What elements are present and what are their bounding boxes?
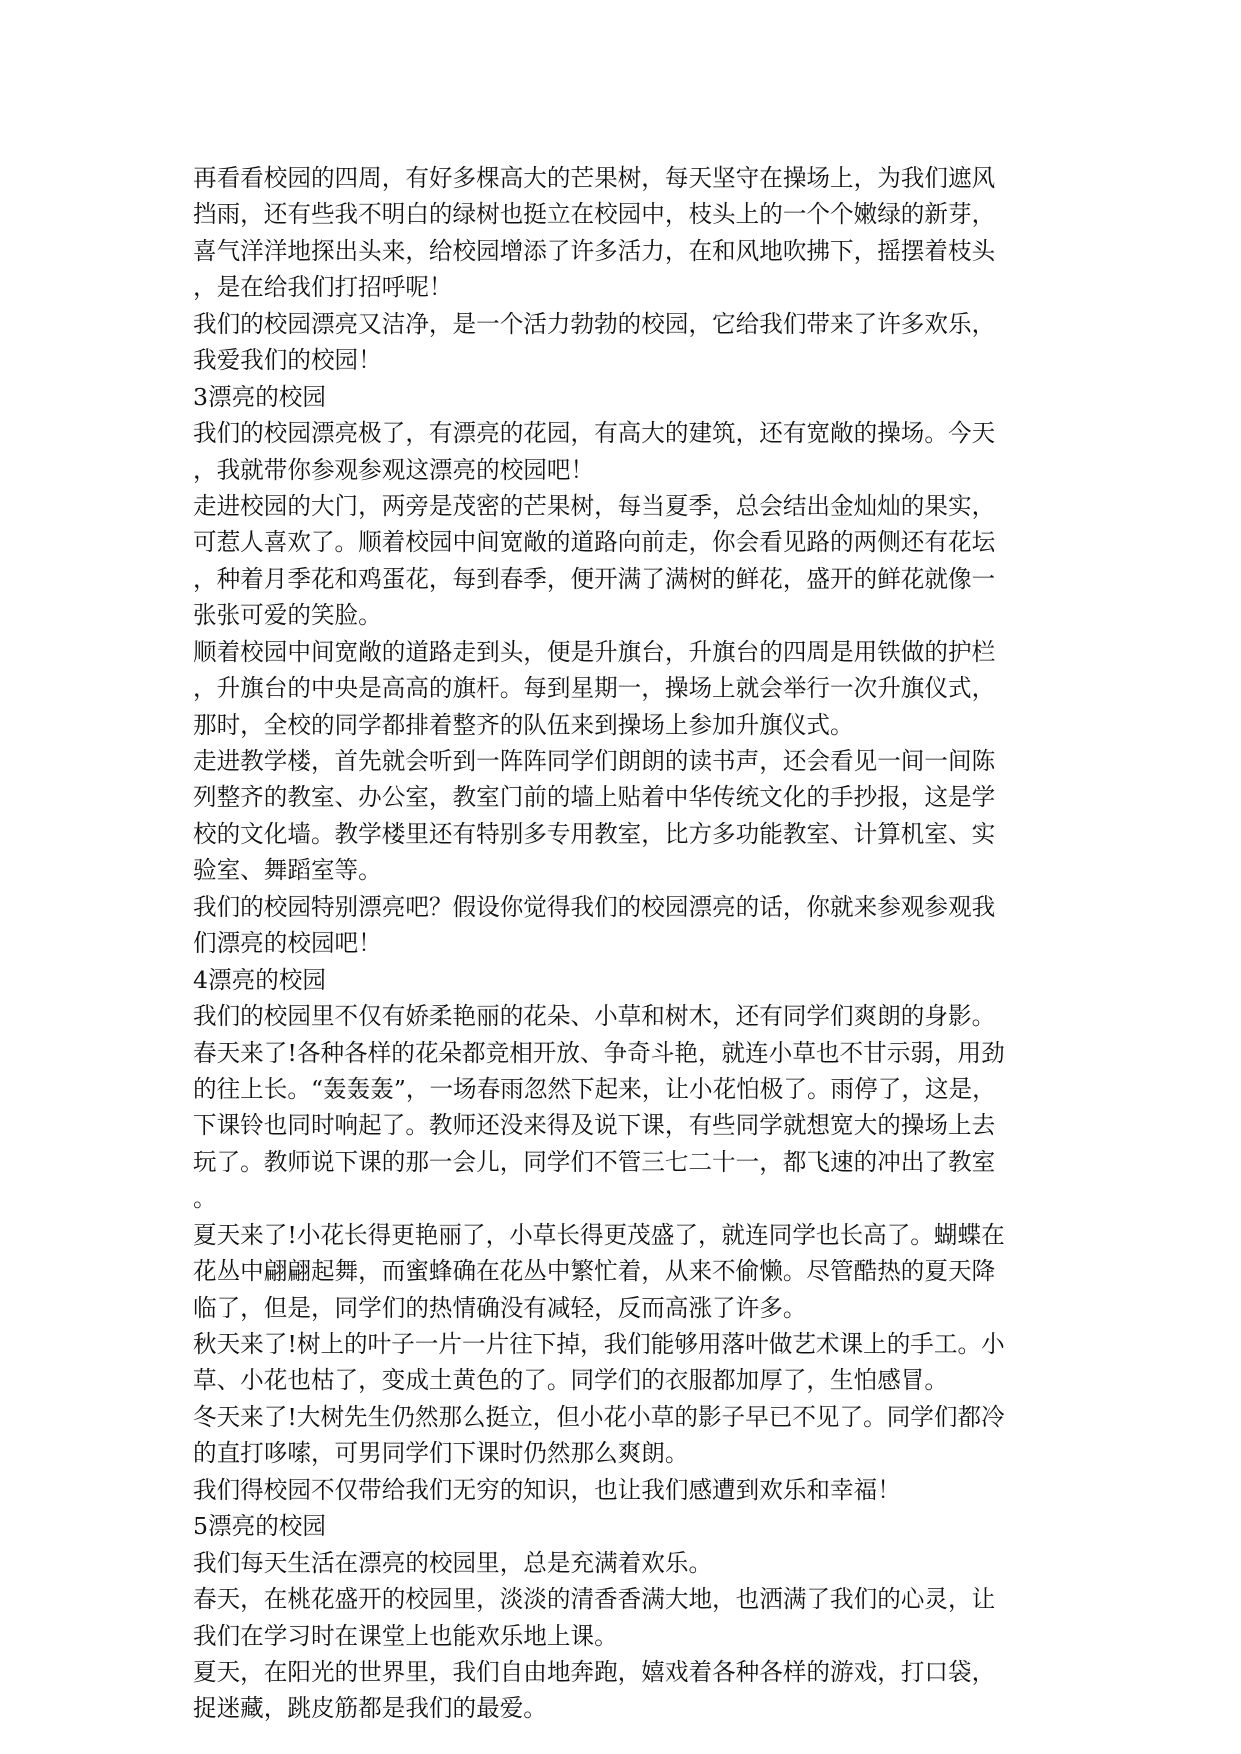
- text-line: 我们的校园特别漂亮吧？假设你觉得我们的校园漂亮的话，你就来参观参观我: [193, 892, 996, 921]
- text-line: 玩了。教师说下课的那一会儿，同学们不管三七二十一，都飞速的冲出了教室: [193, 1147, 996, 1176]
- text-line: 我们每天生活在漂亮的校园里，总是充满着欢乐。: [193, 1548, 713, 1577]
- text-line: ，是在给我们打招呼呢！: [193, 273, 453, 302]
- text-line: 草、小花也枯了，变成土黄色的了。同学们的衣服都加厚了，生怕感冒。: [193, 1366, 948, 1395]
- text-line: 验室、舞蹈室等。: [193, 856, 382, 885]
- text-line: 5漂亮的校园: [193, 1512, 326, 1541]
- text-line: 我们的校园里不仅有娇柔艳丽的花朵、小草和树木，还有同学们爽朗的身影。: [193, 1002, 996, 1031]
- text-line: 可惹人喜欢了。顺着校园中间宽敞的道路向前走，你会看见路的两侧还有花坛: [193, 528, 996, 557]
- text-line: 列整齐的教室、办公室，教室门前的墙上贴着中华传统文化的手抄报，这是学: [193, 783, 996, 812]
- text-line: 我们的校园漂亮又洁净，是一个活力勃勃的校园，它给我们带来了许多欢乐，: [193, 309, 996, 338]
- text-line: 下课铃也同时响起了。教师还没来得及说下课，有些同学就想宽大的操场上去: [193, 1111, 996, 1140]
- text-line: 我爱我们的校园！: [193, 346, 382, 375]
- text-line: 冬天来了!大树先生仍然那么挺立，但小花小草的影子早已不见了。同学们都冷: [193, 1402, 1005, 1431]
- text-line: 那时，全校的同学都排着整齐的队伍来到操场上参加升旗仪式。: [193, 710, 854, 739]
- text-line: 的往上长。“轰轰轰”，一场春雨忽然下起来，让小花怕极了。雨停了，这是，: [193, 1074, 996, 1103]
- text-line: 春天，在桃花盛开的校园里，淡淡的清香香满大地，也洒满了我们的心灵，让: [193, 1585, 996, 1614]
- text-line: 我们得校园不仅带给我们无穷的知识，也让我们感遭到欢乐和幸福！: [193, 1475, 901, 1504]
- text-line: 我们在学习时在课堂上也能欢乐地上课。: [193, 1621, 618, 1650]
- text-line: 花丛中翩翩起舞，而蜜蜂确在花丛中繁忙着，从来不偷懒。尽管酷热的夏天降: [193, 1257, 996, 1286]
- text-line: 走进校园的大门，两旁是茂密的芒果树，每当夏季，总会结出金灿灿的果实，: [193, 491, 996, 520]
- text-line: 走进教学楼，首先就会听到一阵阵同学们朗朗的读书声，还会看见一间一间陈: [193, 747, 996, 775]
- text-line: 顺着校园中间宽敞的道路走到头，便是升旗台，升旗台的四周是用铁做的护栏: [193, 637, 996, 666]
- text-line: 再看看校园的四周，有好多棵高大的芒果树，每天坚守在操场上，为我们遮风: [193, 164, 996, 192]
- text-line: 我们的校园漂亮极了，有漂亮的花园，有高大的建筑，还有宽敞的操场。今天: [193, 419, 996, 448]
- text-line: 捉迷藏，跳皮筋都是我们的最爱。: [193, 1694, 547, 1723]
- text-line: 春天来了!各种各样的花朵都竞相开放、争奇斗艳，就连小草也不甘示弱，用劲: [193, 1038, 1005, 1067]
- text-line: ，升旗台的中央是高高的旗杆。每到星期一，操场上就会举行一次升旗仪式，: [193, 674, 996, 703]
- document-body-text: [193, 160, 1053, 1727]
- text-line: ，种着月季花和鸡蛋花，每到春季，便开满了满树的鲜花，盛开的鲜花就像一: [193, 564, 996, 593]
- text-line: 校的文化墙。教学楼里还有特别多专用教室，比方多功能教室、计算机室、实: [193, 819, 996, 848]
- text-line: 3漂亮的校园: [193, 382, 326, 411]
- text-line: 夏天来了!小花长得更艳丽了，小草长得更茂盛了，就连同学也长高了。蝴蝶在: [193, 1220, 1005, 1249]
- text-line: 夏天，在阳光的世界里，我们自由地奔跑，嬉戏着各种各样的游戏，打口袋，: [193, 1657, 996, 1686]
- text-line: ，我就带你参观参观这漂亮的校园吧！: [193, 455, 595, 484]
- text-line: 挡雨，还有些我不明白的绿树也挺立在校园中，枝头上的一个个嫩绿的新芽，: [193, 200, 996, 229]
- text-line: 4漂亮的校园: [193, 965, 326, 994]
- text-line: 喜气洋洋地探出头来，给校园增添了许多活力，在和风地吹拂下，摇摆着枝头: [193, 236, 996, 265]
- text-line: 秋天来了!树上的叶子一片一片往下掉，我们能够用落叶做艺术课上的手工。小: [193, 1330, 1005, 1358]
- text-line: 临了，但是，同学们的热情确没有减轻，反而高涨了许多。: [193, 1293, 807, 1322]
- text-line: 们漂亮的校园吧！: [193, 929, 382, 958]
- text-line: 张张可爱的笑脸。: [193, 601, 382, 630]
- text-line: 。: [193, 1184, 217, 1213]
- text-line: 的直打哆嗦，可男同学们下课时仍然那么爽朗。: [193, 1439, 689, 1468]
